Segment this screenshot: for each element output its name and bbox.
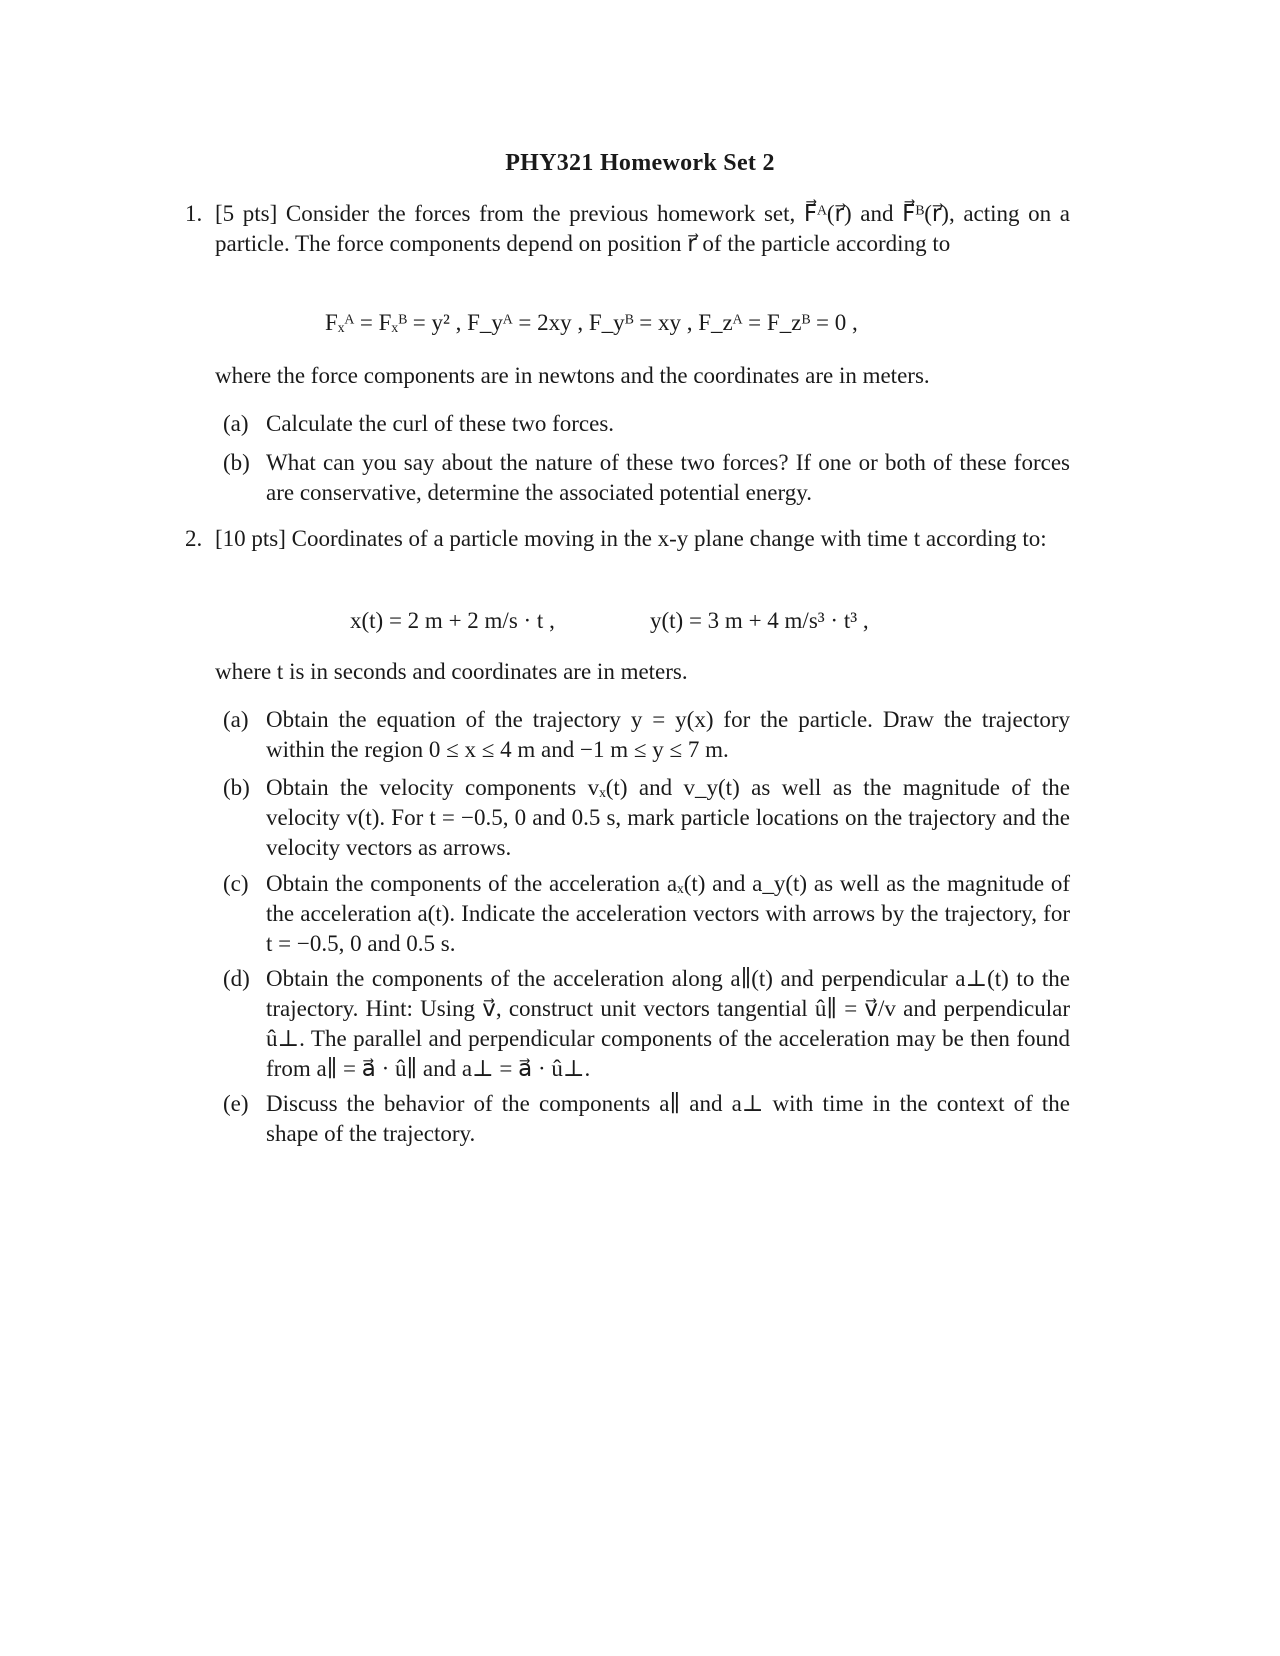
problem-2-number: 2. <box>185 526 203 551</box>
problem-2d-text: Obtain the components of the acceleration along a∥(t) and perpendicular a⊥(t) to the trajectory. Hint: Using v⃗, construct unit vectors tangential û∥ = v⃗/v and perpendicular û⊥. The parallel and perpendicular components of the acceleration may be then found from a∥ = a⃗ · û∥ and a⊥ = a⃗ · û⊥. <box>266 966 1070 1081</box>
problem-2c-text: Obtain the components of the acceleration aₓ(t) and a_y(t) as well as the magnitude of the acceleration a(t). Indicate the acceleration vectors with arrows by the trajectory, for t = −0.5, 0 and 0.5 s. <box>266 871 1070 956</box>
problem-2b-text: Obtain the velocity components vₓ(t) and v_y(t) as well as the magnitude of the velocity v(t). For t = −0.5, 0 and 0.5 s, mark particle locations on the trajectory and the velocity vectors as arrows. <box>266 775 1070 860</box>
problem-2-equation-y: y(t) = 3 m + 4 m/s³ · t³ , <box>650 608 869 633</box>
problem-2-intro: [10 pts] Coordinates of a particle moving in the x-y plane change with time t according to: <box>215 526 1047 551</box>
problem-2a-label: (a) <box>223 707 249 732</box>
problem-1b-label: (b) <box>223 450 250 475</box>
problem-2-after: where t is in seconds and coordinates are in meters. <box>215 659 688 684</box>
problem-1a-label: (a) <box>223 411 249 436</box>
problem-2d-label: (d) <box>223 966 250 991</box>
problem-1-after: where the force components are in newtons and the coordinates are in meters. <box>215 363 930 388</box>
problem-2b-label: (b) <box>223 775 250 800</box>
problem-2c-label: (c) <box>223 871 249 896</box>
problem-1b-text: What can you say about the nature of these two forces? If one or both of these forces are conservative, determine the associated potential energy. <box>266 450 1070 505</box>
problem-2a-text: Obtain the equation of the trajectory y = y(x) for the particle. Draw the trajectory within the region 0 ≤ x ≤ 4 m and −1 m ≤ y ≤ 7 m. <box>266 707 1070 762</box>
problem-1-number: 1. <box>185 201 203 226</box>
page-title: PHY321 Homework Set 2 <box>505 150 775 176</box>
problem-1-equation: Fₓᴬ = Fₓᴮ = y² , F_yᴬ = 2xy , F_yᴮ = xy , F_zᴬ = F_zᴮ = 0 , <box>325 310 858 335</box>
problem-2e-text: Discuss the behavior of the components a∥ and a⊥ with time in the context of the shape of the trajectory. <box>266 1091 1070 1146</box>
problem-1a-text: Calculate the curl of these two forces. <box>266 411 615 436</box>
problem-2-equation-x: x(t) = 2 m + 2 m/s · t , <box>350 608 555 633</box>
problem-1-intro: [5 pts] Consider the forces from the previous homework set, F⃗ᴬ(r⃗) and F⃗ᴮ(r⃗), acting on a particle. The force components depend on position r⃗ of the particle according to <box>215 201 1070 256</box>
problem-2e-label: (e) <box>223 1091 249 1116</box>
